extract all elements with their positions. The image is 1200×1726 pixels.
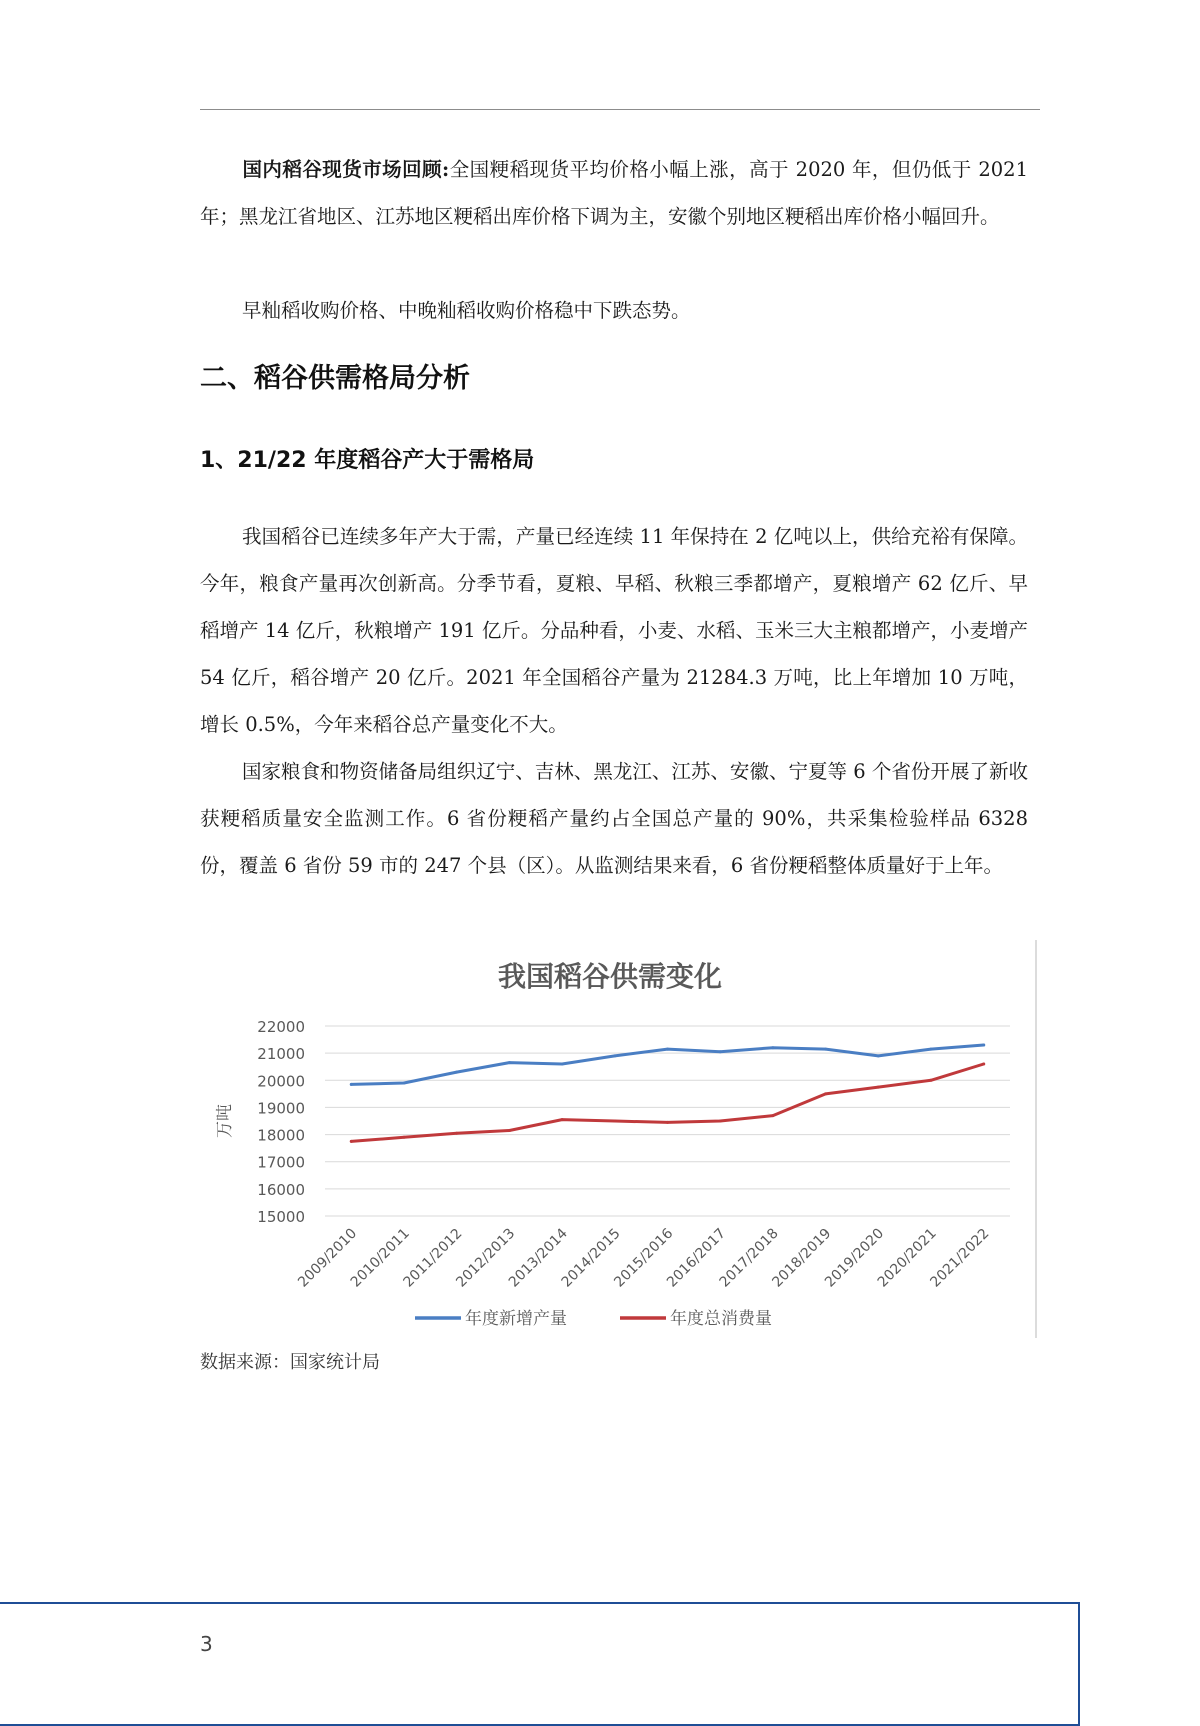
quality-text: 国家粮食和物资储备局组织辽宁、吉林、黑龙江、江苏、安徽、宁夏等 6 个省份开展了新收获粳稻质量安全监测工作。6 省份粳稻产量约占全国总产量的 90%，共采集检验样品 6328 份，覆盖 6 省份 59 市的 247 个县（区）。从监测结果来看，6 省份粳稻整体质量好于上年。 (200, 760, 1028, 877)
supply-text: 我国稻谷已连续多年产大于需，产量已经连续 11 年保持在 2 亿吨以上，供给充裕有保障。今年，粮食产量再次创新高。分季节看，夏粮、早稻、秋粮三季都增产，夏粮增产 62 亿斤、早稻增产 14 亿斤，秋粮增产 191 亿斤。分品种看，小麦、水稻、玉米三大主粮都增产，小麦增产 54 亿斤，稻谷增产 20 亿斤。2021 年全国稻谷产量为 21284.3 万吨，比上年增加 10 万吨，增长 0.5%，今年来稻谷总产量变化不大。 (200, 525, 1028, 736)
supply-paragraph (200, 513, 1028, 748)
x-tick-label: 2016/2017 (663, 1225, 730, 1291)
source-note: 数据来源：国家统计局 (200, 1352, 380, 1373)
x-tick-label: 2020/2021 (874, 1225, 940, 1291)
data-point (824, 1048, 827, 1051)
data-point (350, 1083, 353, 1086)
price-trend-text: 早籼稻收购价格、中晚籼稻收购价格稳中下跌态势。 (242, 299, 691, 322)
data-point (877, 1054, 880, 1057)
y-tick-label: 17000 (257, 1153, 305, 1172)
x-tick-label: 2014/2015 (558, 1225, 624, 1291)
x-tick-label: 2021/2022 (927, 1225, 993, 1291)
legend-label: 年度总消费量 (670, 1309, 772, 1329)
data-point (982, 1063, 985, 1066)
data-point (929, 1079, 932, 1082)
chart-svg (200, 940, 1040, 1340)
y-tick-label: 15000 (257, 1208, 305, 1226)
header-rule (200, 109, 1040, 110)
data-point (613, 1120, 616, 1123)
data-point (982, 1044, 985, 1047)
data-point (666, 1121, 669, 1124)
chart-title: 我国稻谷供需变化 (497, 960, 723, 993)
supply-demand-chart (200, 940, 1040, 1340)
data-point (508, 1129, 511, 1132)
data-point (771, 1046, 774, 1049)
data-point (561, 1063, 564, 1066)
x-tick-label: 2019/2020 (822, 1225, 888, 1291)
data-point (508, 1061, 511, 1064)
subsection-title: 1、21/22 年度稻谷产大于需格局 (200, 448, 535, 473)
data-point (824, 1092, 827, 1095)
x-tick-label: 2011/2012 (400, 1225, 466, 1291)
page-number: 3 (200, 1632, 213, 1656)
data-point (350, 1140, 353, 1143)
footer-box (0, 1602, 1080, 1726)
x-tick-label: 2009/2010 (295, 1225, 361, 1291)
legend-label: 年度新增产量 (465, 1309, 567, 1329)
market-review-lead: 国内稻谷现货市场回顾: (242, 158, 450, 181)
section-title: 二、稻谷供需格局分析 (200, 363, 470, 394)
price-trend-paragraph (200, 287, 1028, 334)
data-point (719, 1120, 722, 1123)
data-point (613, 1054, 616, 1057)
data-point (771, 1114, 774, 1117)
x-tick-label: 2015/2016 (611, 1225, 677, 1291)
x-tick-label: 2018/2019 (769, 1225, 835, 1291)
data-point (719, 1050, 722, 1053)
y-tick-label: 16000 (257, 1180, 305, 1199)
x-tick-label: 2017/2018 (716, 1225, 782, 1291)
x-tick-label: 2010/2011 (347, 1225, 413, 1291)
y-tick-label: 19000 (257, 1099, 305, 1118)
market-review-paragraph (200, 146, 1028, 240)
data-point (455, 1071, 458, 1074)
y-tick-label: 21000 (257, 1045, 305, 1064)
data-point (403, 1136, 406, 1139)
x-tick-label: 2013/2014 (505, 1225, 571, 1291)
y-tick-label: 20000 (257, 1072, 305, 1091)
series-line (351, 1045, 983, 1084)
y-axis-label: 万吨 (215, 1104, 235, 1138)
market-review-text: 全国粳稻现货平均价格小幅上涨，高于 2020 年，但仍低于 2021 年；黑龙江省地区、江苏地区粳稻出库价格下调为主，安徽个别地区粳稻出库价格小幅回升。 (200, 158, 1028, 228)
data-point (666, 1048, 669, 1051)
data-point (403, 1082, 406, 1085)
data-point (561, 1118, 564, 1121)
y-tick-label: 22000 (257, 1018, 305, 1036)
data-point (455, 1132, 458, 1135)
y-tick-label: 18000 (257, 1126, 305, 1145)
data-point (877, 1086, 880, 1089)
quality-paragraph (200, 748, 1028, 889)
x-tick-label: 2012/2013 (453, 1225, 519, 1291)
data-point (929, 1048, 932, 1051)
